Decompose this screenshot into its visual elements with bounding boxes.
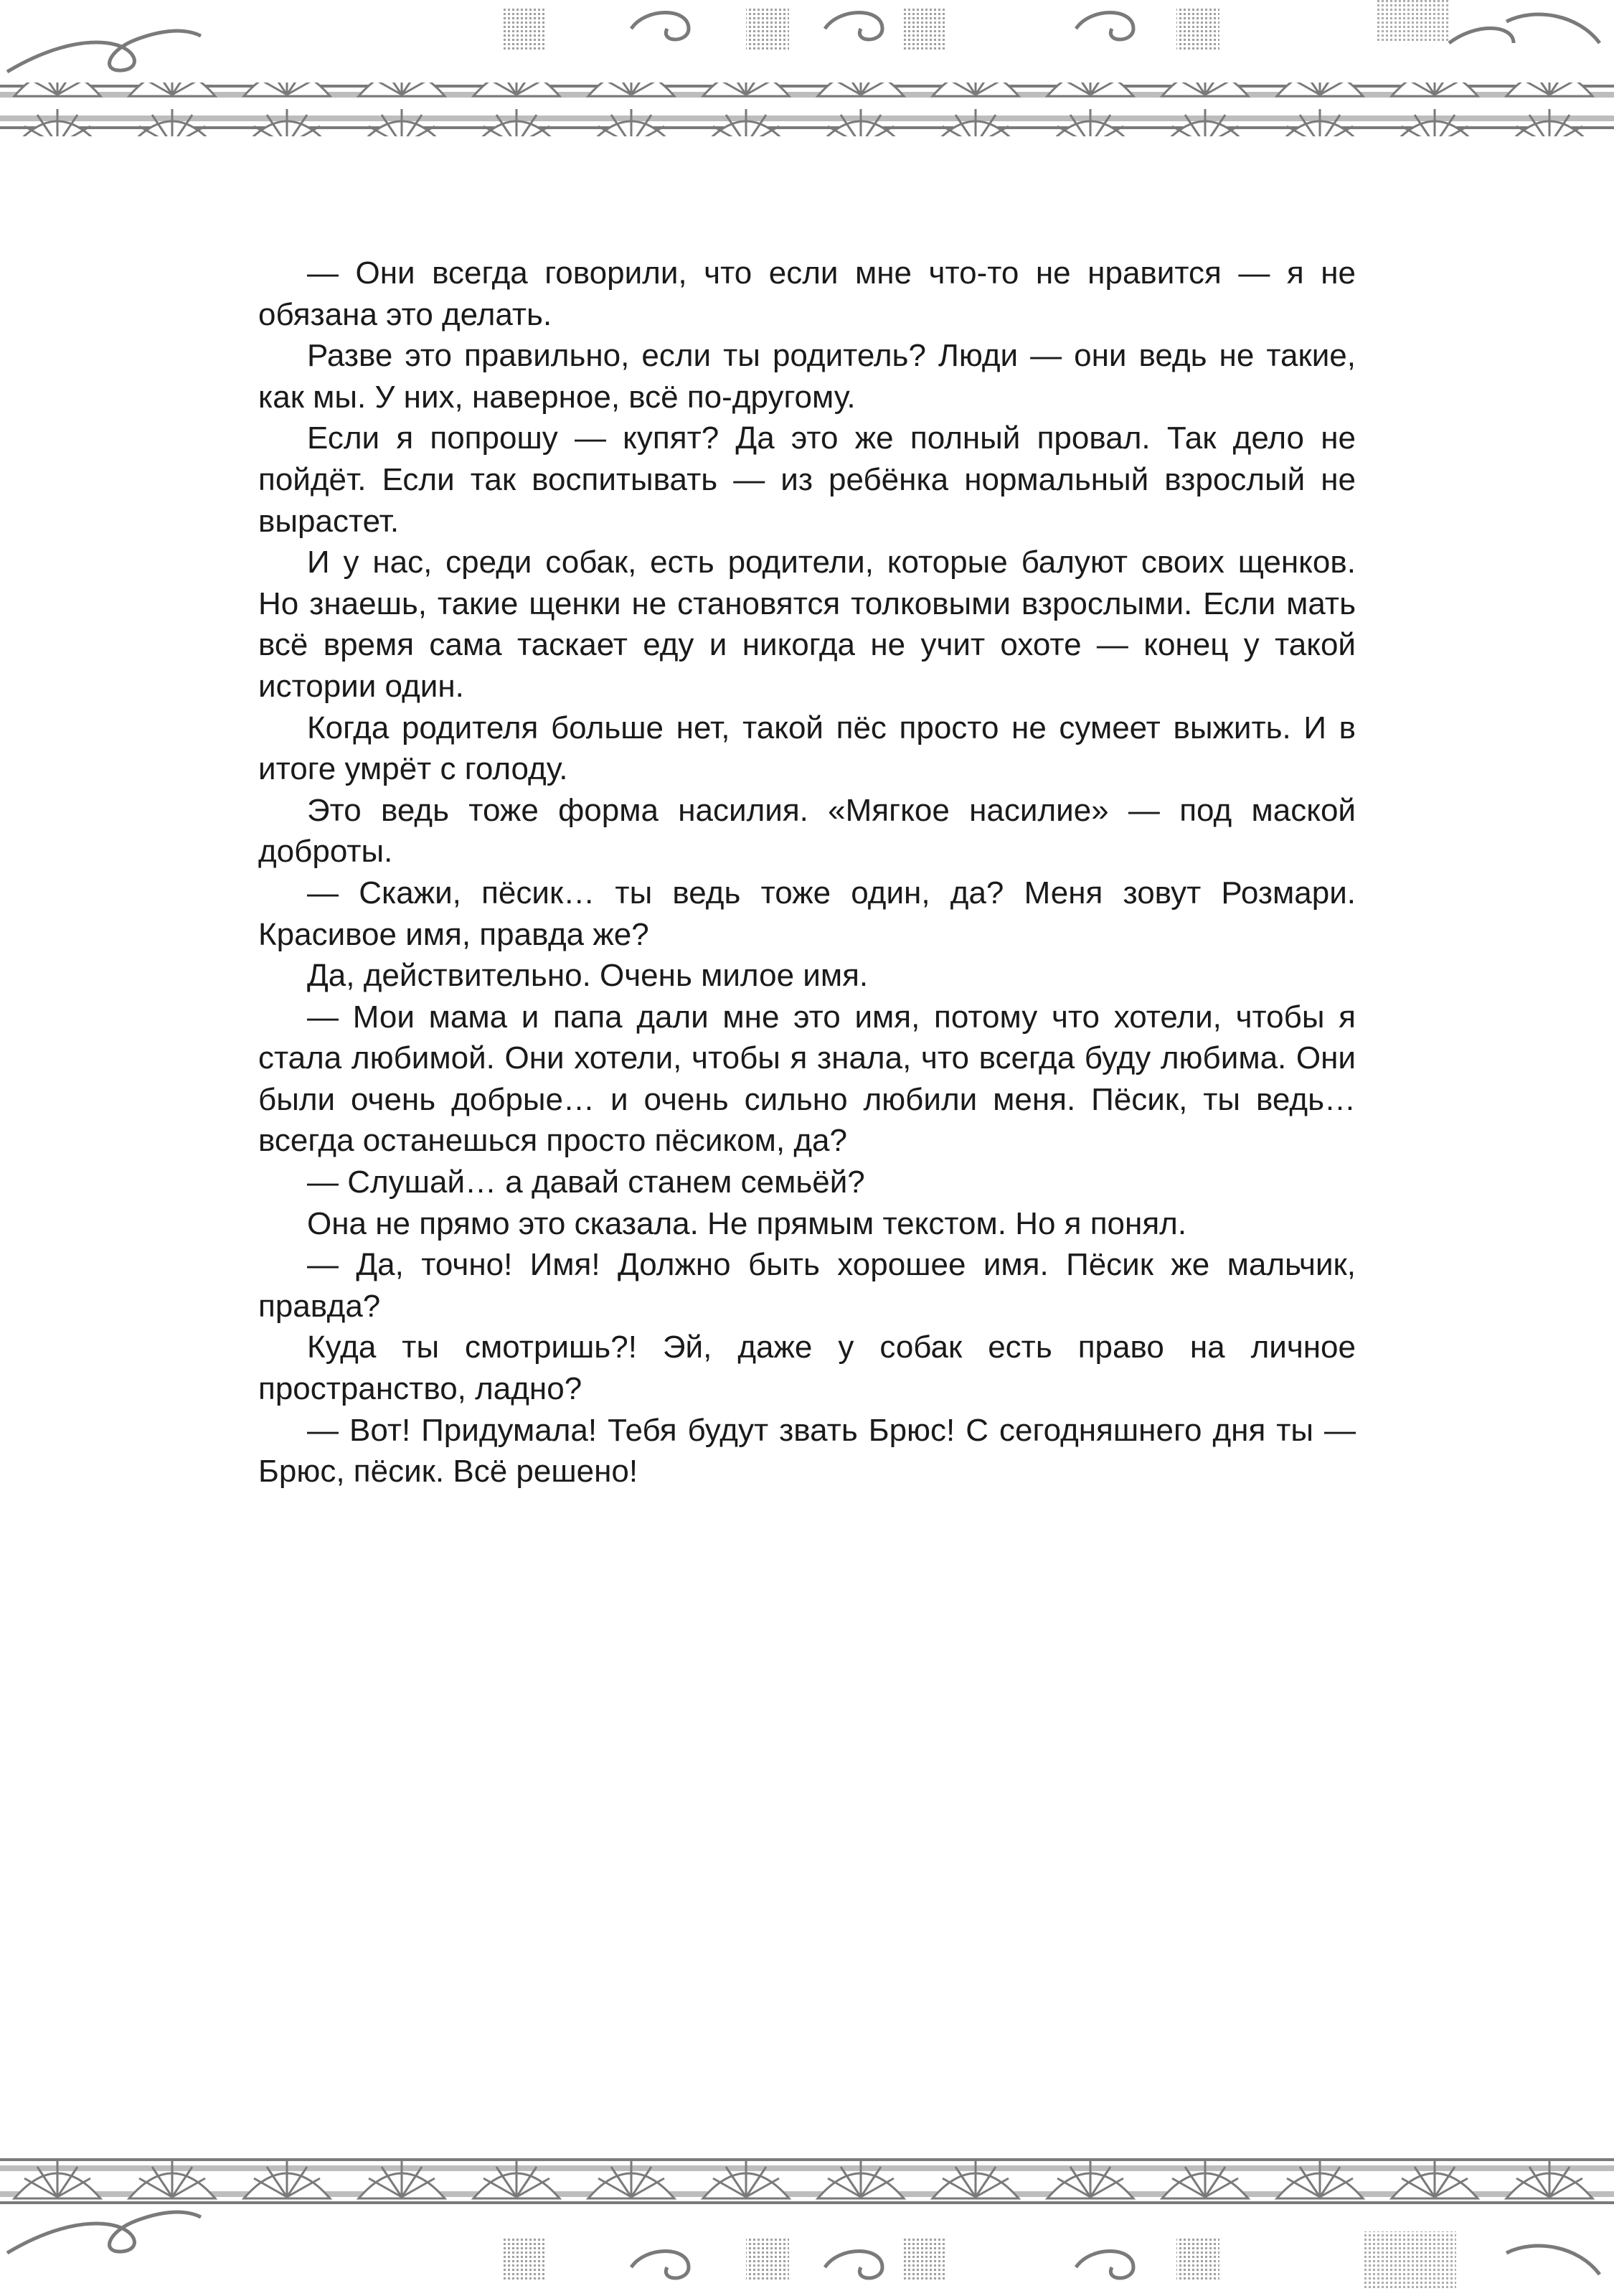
body-text (258, 253, 1356, 1492)
top-ornamental-border-icon (0, 0, 1614, 144)
paragraph: Когда родителя больше нет, такой пёс просто не сумеет выжить. И в итоге умрёт с голоду. (258, 710, 1356, 787)
paragraph: Это ведь тоже форма насилия. «Мягкое насилие» — под маской доброты. (258, 792, 1356, 870)
paragraph: — Да, точно! Имя! Должно быть хорошее имя. Пёсик же мальчик, правда? (258, 1247, 1356, 1324)
paragraph: — Они всегда говорили, что если мне что-то не нравится — я не обязана это делать. (258, 255, 1356, 332)
paragraph: — Скажи, пёсик… ты ведь тоже один, да? Меня зовут Розмари. Красивое имя, правда же? (258, 875, 1356, 952)
paragraph: Куда ты смотришь?! Эй, даже у собак есть право на личное пространство, ладно? (258, 1330, 1356, 1407)
paragraph: Разве это правильно, если ты родитель? Люди — они ведь не такие, как мы. У них, наверное, всё по-другому. (258, 338, 1356, 415)
paragraph: Да, действительно. Очень милое имя. (307, 958, 869, 994)
paragraph: Она не прямо это сказала. Не прямым текстом. Но я понял. (307, 1205, 1187, 1241)
paragraph: — Вот! Придумала! Тебя будут звать Брюс! С сегодняшнего дня ты — Брюс, пёсик. Всё решено! (258, 1412, 1356, 1490)
paragraph: — Мои мама и папа дали мне это имя, потому что хотели, чтобы я стала любимой. Они хотели, чтобы я знала, что всегда буду любима. Они были очень добрые… и очень сильно любили меня. Пёсик, ты ведь… всегда останешься просто пёсиком, да? (258, 999, 1356, 1159)
bottom-ornamental-border-icon (0, 2152, 1614, 2296)
paragraph: — Слушай… а давай станем семьёй? (307, 1165, 865, 1200)
paragraph: И у нас, среди собак, есть родители, которые балуют своих щенков. Но знаешь, такие щенки не становятся толковыми взрослыми. Если мать всё время сама таскает еду и никогда не учит охоте — конец у такой истории один. (258, 545, 1356, 704)
paragraph: Если я попрошу — купят? Да это же полный провал. Так дело не пойдёт. Если так воспитывать — из ребёнка нормальный взрослый не вырастет. (258, 420, 1356, 539)
